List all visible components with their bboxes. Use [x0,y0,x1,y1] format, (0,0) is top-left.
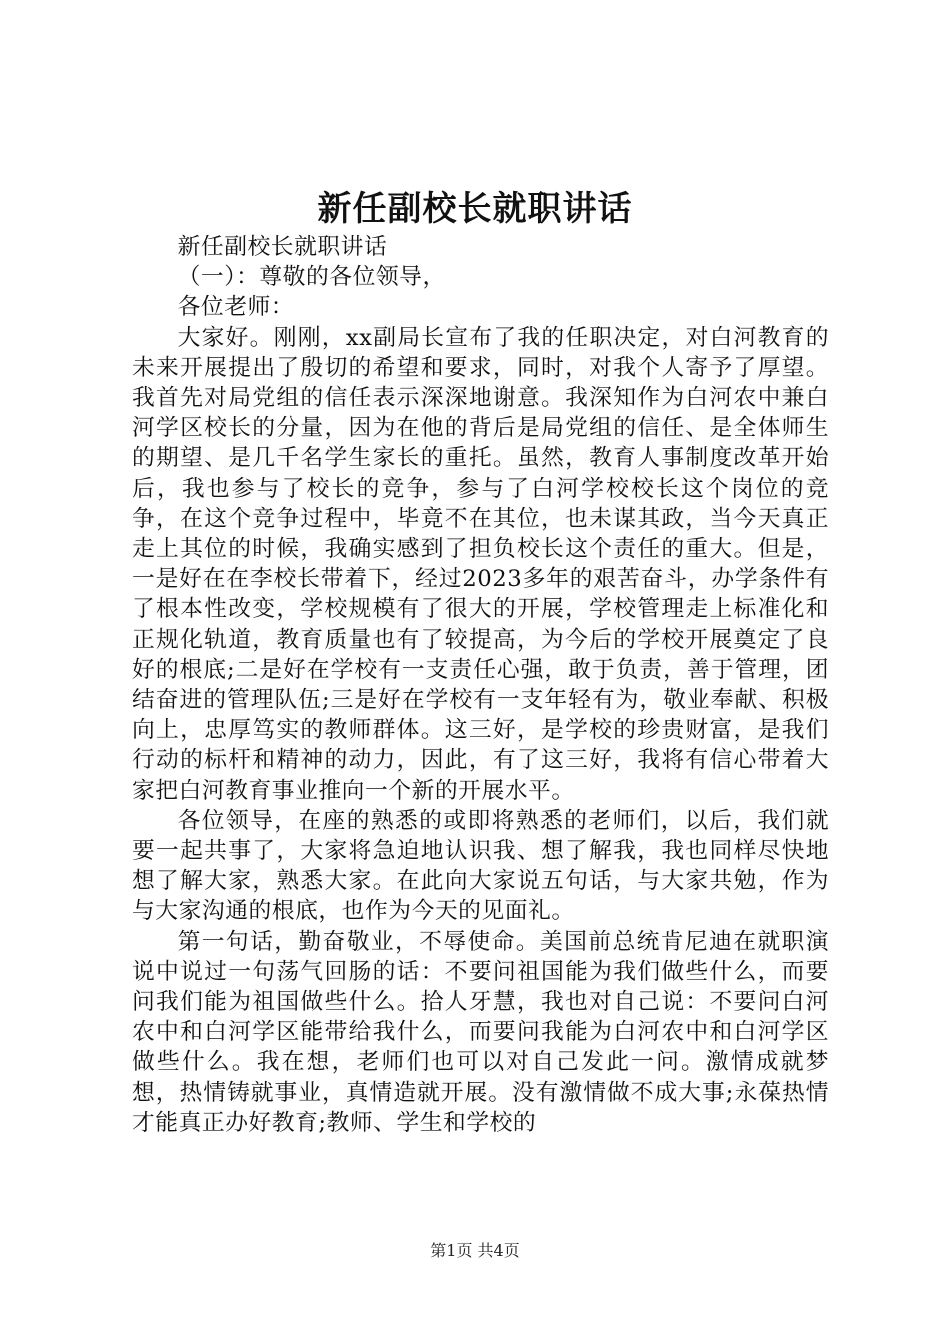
subtitle-paragraph: 新任副校长就职讲话 [177,234,388,260]
salutation-teachers-paragraph: 各位老师： [177,294,295,321]
salutation-paragraph: （一）：尊敬的各位领导， [177,264,446,291]
page-number-footer: 第1页 共4页 [430,1241,520,1260]
body-paragraph: 第一句话，勤奋敬业，不辱使命。美国前总统肯尼迪在就职演说中说过一句荡气回肠的话：不要问祖国能为我们做些什么，而要问我们能为祖国做些什么。拾人牙慧，我也对自己说：不要问白河农中和白河学区能带给我什么，而要问我能为白河农中和白河学区做些什么。我在想，老师们也可以对自己发此一问。激情成就梦想，热情铸就事业，真情造就开展。没有激情做不成大事;永葆热情才能真正办好教育;教师、学生和学校的 [132,928,829,1136]
document-body [132,232,829,1138]
document-title: 新任副校长就职讲话 [317,189,633,229]
body-paragraph: 大家好。刚刚，xx副局长宣布了我的任职决定，对白河教育的未来开展提出了殷切的希望和要求，同时，对我个人寄予了厚望。我首先对局党组的信任表示深深地谢意。我深知作为白河农中兼白河学区校长的分量，因为在他的背后是局党组的信任、是全体师生的期望、是几千名学生家长的重托。虽然，教育人事制度改革开始后，我也参与了校长的竞争，参与了白河学校校长这个岗位的竞争，在这个竞争过程中，毕竟不在其位，也未谋其政，当今天真正走上其位的时候，我确实感到了担负校长这个责任的重大。但是，一是好在在李校长带着下，经过2023多年的艰苦奋斗，办学条件有了根本性改变，学校规模有了很大的开展，学校管理走上标准化和正规化轨道，教育质量也有了较提高，为今后的学校开展奠定了良好的根底;二是好在学校有一支责任心强，敢于负责，善于管理，团结奋进的管理队伍;三是好在学校有一支年轻有为，敬业奉献、积极向上，忠厚笃实的教师群体。这三好，是学校的珍贵财富，是我们行动的标杆和精神的动力，因此，有了这三好，我将有信心带着大家把白河教育事业推向一个新的开展水平。 [132,324,829,804]
body-paragraph: 各位领导，在座的熟悉的或即将熟悉的老师们，以后，我们就要一起共事了，大家将急迫地认识我、想了解我，我也同样尽快地想了解大家，熟悉大家。在此向大家说五句话，与大家共勉，作为与大家沟通的根底，也作为今天的见面礼。 [132,807,829,925]
